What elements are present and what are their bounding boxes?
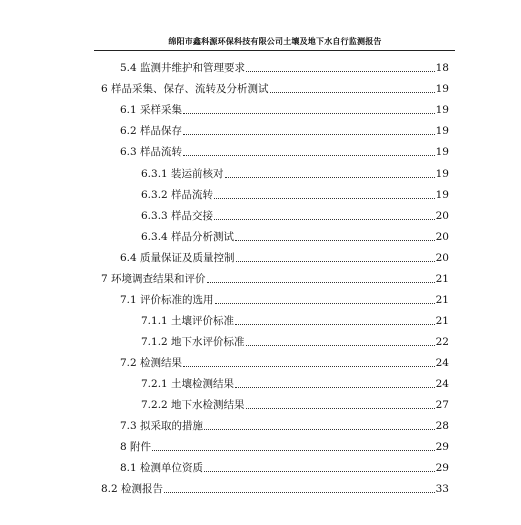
toc-entry-page: 20: [435, 210, 449, 222]
toc-entry-page: 19: [435, 125, 449, 137]
toc-entry-6-3-4[interactable]: [141, 229, 449, 243]
toc-entry-page: 19: [435, 104, 449, 116]
toc-entry-page: 29: [435, 462, 449, 474]
toc-entry-7-3[interactable]: [120, 418, 449, 432]
toc-entry-page: 29: [435, 441, 449, 453]
toc-entry-title: 6.1 采样采集: [120, 104, 183, 116]
toc-entry-page: 19: [435, 189, 449, 201]
toc-entry-title: 6.3.4 样品分析测试: [141, 231, 235, 243]
toc-entry-7-2[interactable]: [120, 355, 449, 369]
toc-leader-dots: [235, 324, 435, 325]
toc-entry-5-4[interactable]: [120, 60, 449, 74]
toc-entry-title: 7 环境调查结果和评价: [101, 273, 206, 285]
toc-entry-title: 6.3.3 样品交接: [141, 210, 214, 222]
toc-entry-7-1-2[interactable]: [141, 334, 449, 348]
toc-leader-dots: [183, 134, 435, 135]
toc-entry-title: 6.2 样品保存: [120, 125, 183, 137]
toc-entry-title: 7.2 检测结果: [120, 357, 183, 369]
toc-entry-title: 6.3.2 样品流转: [141, 189, 214, 201]
toc-entry-8-1[interactable]: [120, 460, 449, 474]
toc-entry-6-2[interactable]: [120, 123, 449, 137]
toc-entry-page: 19: [435, 83, 449, 95]
toc-entry-title: 5.4 监测井维护和管理要求: [120, 62, 246, 74]
toc-entry-page: 20: [435, 252, 449, 264]
toc-leader-dots: [183, 366, 435, 367]
toc-leader-dots: [214, 198, 435, 199]
toc-entry-page: 21: [435, 294, 449, 306]
toc-leader-dots: [183, 113, 435, 114]
toc-entry-7-1-1[interactable]: [141, 313, 449, 327]
toc-entry-page: 28: [435, 420, 449, 432]
toc-leader-dots: [246, 408, 435, 409]
toc-entry-page: 19: [435, 146, 449, 158]
toc-entry-page: 27: [435, 399, 449, 411]
toc-entry-page: 21: [435, 273, 449, 285]
toc-leader-dots: [214, 219, 435, 220]
toc-leader-dots: [215, 303, 435, 304]
toc-entry-6[interactable]: [101, 81, 449, 95]
toc-entry-title: 7.1.1 土壤评价标准: [141, 315, 235, 327]
toc-entry-title: 7.1.2 地下水评价标准: [141, 336, 245, 348]
toc-leader-dots: [235, 240, 435, 241]
toc-entry-page: 19: [435, 168, 449, 180]
toc-entry-7[interactable]: [101, 271, 449, 285]
toc-entry-7-2-2[interactable]: [141, 397, 449, 411]
toc-leader-dots: [270, 92, 435, 93]
toc-leader-dots: [204, 471, 435, 472]
toc-entry-page: 24: [435, 357, 449, 369]
toc-entry-page: 22: [435, 336, 449, 348]
toc-entry-6-3[interactable]: [120, 144, 449, 158]
toc-entry-title: 7.2.1 土壤检测结果: [141, 378, 235, 390]
toc-entry-title: 8 附件: [120, 441, 152, 453]
toc-entry-6-3-2[interactable]: [141, 187, 449, 201]
toc-entry-7-1[interactable]: [120, 292, 449, 306]
toc-entry-title: 6.3 样品流转: [120, 146, 183, 158]
toc-leader-dots: [152, 450, 435, 451]
toc-entry-7-2-1[interactable]: [141, 376, 449, 390]
toc-entry-page: 20: [435, 231, 449, 243]
toc-entry-page: 18: [435, 62, 449, 74]
toc-entry-title: 6.3.1 装运前核对: [141, 168, 224, 180]
toc-entry-page: 21: [435, 315, 449, 327]
toc-entry-title: 8.1 检测单位资质: [120, 462, 204, 474]
toc-leader-dots: [246, 71, 435, 72]
toc-leader-dots: [164, 492, 435, 493]
toc-entry-title: 6.4 质量保证及质量控制: [120, 252, 235, 264]
toc-entry-title: 8.2 检测报告: [101, 483, 164, 495]
toc-entry-8-2[interactable]: [101, 481, 449, 495]
toc-entry-6-1[interactable]: [120, 102, 449, 116]
header-divider: [94, 50, 455, 51]
toc-leader-dots: [236, 261, 435, 262]
toc-entry-title: 7.1 评价标准的选用: [120, 294, 214, 306]
toc-leader-dots: [235, 387, 435, 388]
toc-entry-title: 7.2.2 地下水检测结果: [141, 399, 245, 411]
page-header-title: 绵阳市鑫科源环保科技有限公司土壤及地下水自行监测报告: [168, 36, 382, 46]
toc-leader-dots: [246, 345, 435, 346]
toc-leader-dots: [204, 429, 435, 430]
toc-entry-6-3-1[interactable]: [141, 166, 449, 180]
toc-leader-dots: [183, 155, 435, 156]
toc-entry-8[interactable]: [120, 439, 449, 453]
toc-leader-dots: [225, 177, 435, 178]
toc-entry-page: 33: [435, 483, 449, 495]
toc-leader-dots: [207, 282, 435, 283]
toc-entry-title: 6 样品采集、保存、流转及分析测试: [101, 83, 269, 95]
toc-entry-title: 7.3 拟采取的措施: [120, 420, 204, 432]
toc-entry-6-3-3[interactable]: [141, 208, 449, 222]
toc-entry-6-4[interactable]: [120, 250, 449, 264]
toc-entry-page: 24: [435, 378, 449, 390]
